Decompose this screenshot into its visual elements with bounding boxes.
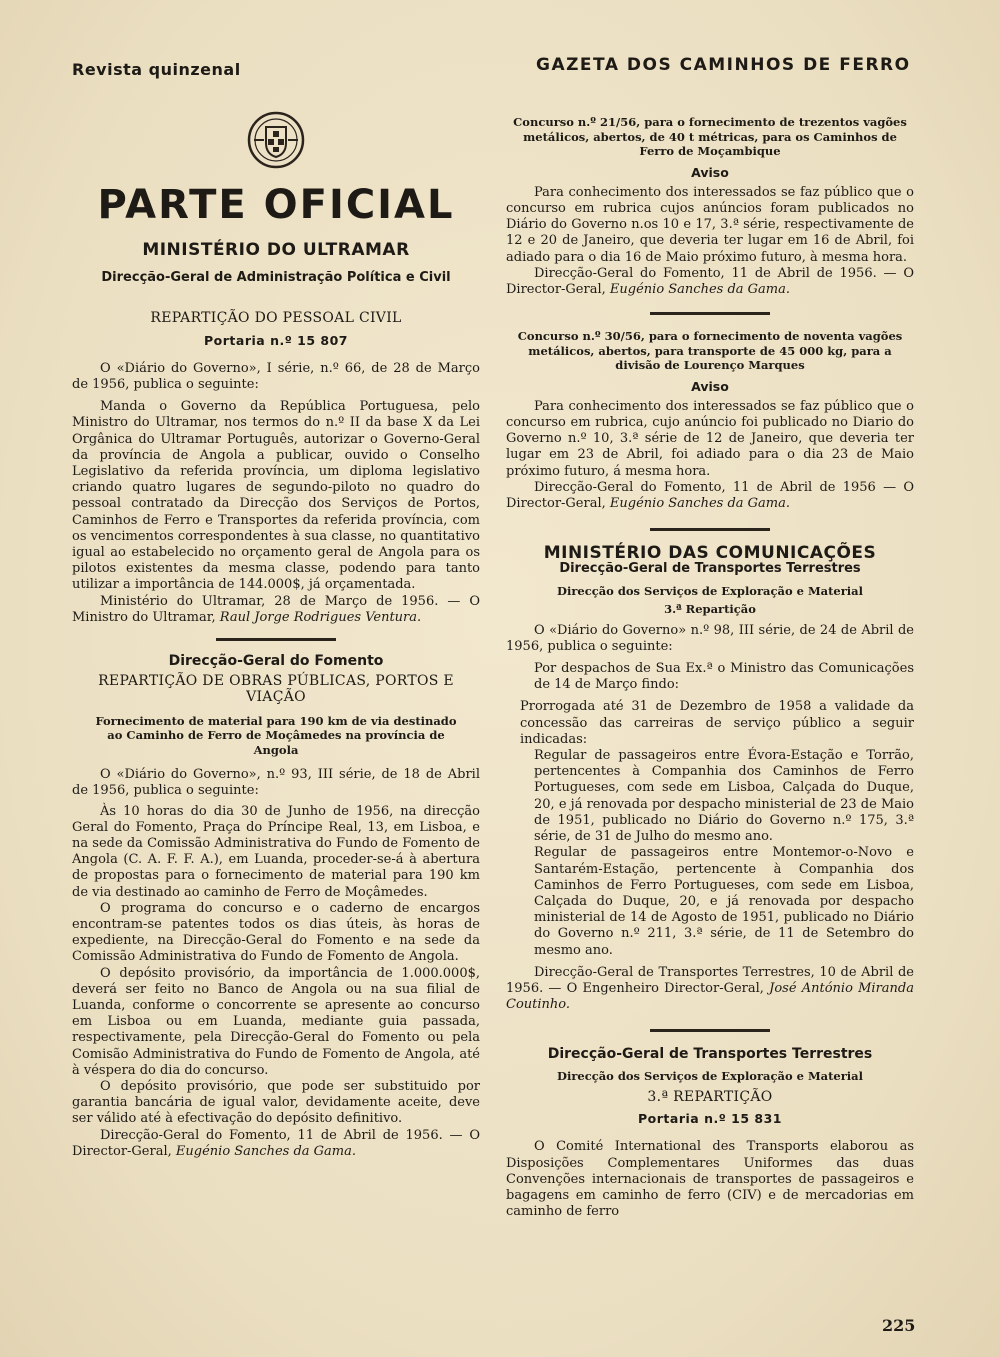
signature: Raul Jorge Rodrigues Ventura.	[219, 609, 422, 625]
list-item: Regular de passageiros entre Évora-Estação e Torrão, pertencentes à Companhia dos Caminhos de Ferro Portugueses, com sede em Lisboa, Calçada do Duque, 20, e já renovada por despacho ministerial de 23 de Maio de 1951, publicado no Diário do Governo n.º 175, 3.ª série, de 31 de Julho do mesmo ano.	[534, 748, 914, 845]
signature: José António Miranda Coutinho.	[506, 980, 914, 1013]
notice-heading: Concurso n.º 30/56, para o fornecimento de noventa vagões metálicos, abertos, para transporte de 45 000 kg, para a divisão de Lourenço Marques	[517, 329, 903, 373]
signature: Eugénio Sanches da Gama.	[609, 496, 791, 512]
coat-of-arms-emblem	[246, 110, 306, 170]
paragraph: Direcção-Geral do Fomento, 11 de Abril de 1956. — O Director-Geral, Eugénio Sanches da Gama.	[506, 265, 914, 297]
ministry-heading: MINISTÉRIO DO ULTRAMAR	[142, 240, 410, 260]
right-column	[506, 115, 914, 1220]
portaria-heading: Portaria n.º 15 807	[204, 332, 348, 348]
aviso-heading: Aviso	[691, 378, 729, 394]
dispatch-list	[506, 661, 914, 693]
list-item: Por despachos de Sua Ex.ª o Ministro das Comunicações de 14 de Março findo:	[534, 661, 914, 693]
department-heading: 3.ª REPARTIÇÃO	[647, 1089, 773, 1106]
divider	[650, 528, 770, 531]
page-number: 225	[882, 1316, 916, 1335]
paragraph: Direcção-Geral do Fomento, 11 de Abril de 1956. — O Director-Geral, Eugénio Sanches da Gama.	[72, 1127, 480, 1159]
ministry-heading: MINISTÉRIO DAS COMUNICAÇÕES	[543, 543, 877, 564]
paragraph: Direcção-Geral de Transportes Terrestres, 10 de Abril de 1956. — O Engenheiro Director-Geral, José António Miranda Coutinho.	[506, 964, 914, 1013]
divider	[650, 1029, 770, 1032]
directorate-heading: Direcção-Geral de Transportes Terrestres	[547, 1046, 873, 1063]
running-head-right: GAZETA DOS CAMINHOS DE FERRO	[536, 55, 911, 75]
paragraph: Para conhecimento dos interessados se faz público que o concurso em rubrica cujos anúncios foram publicados no Diário do Governo n.os 10 e 17, 3.ª série, respectivamente de 12 e 20 de Janeiro, que deveria ter lugar em 16 de Abril, foi adiado para o dia 16 de Maio próximo futuro, à mesma hora.	[506, 184, 914, 265]
paragraph: O depósito provisório, que pode ser substituido por garantia bancária de igual valor, devidamente aceite, deve ser válido até à efectivação do depósito definitivo.	[72, 1079, 480, 1127]
section-title: PARTE OFICIAL	[97, 182, 455, 228]
department-heading: 3.ª Repartição	[664, 602, 756, 617]
paragraph: O Comité International des Transports elaborou as Disposições Complementares Uniformes das duas Convenções internacionais de transportes de passageiros e bagagens em caminho de ferro (CIV) e de mercadorias em caminho de ferro	[506, 1139, 914, 1220]
service-heading: Direcção dos Serviços de Exploração e Material	[557, 583, 863, 598]
paragraph: Ministério do Ultramar, 28 de Março de 1956. — O Ministro do Ultramar, Raul Jorge Rodrigues Ventura.	[72, 593, 480, 625]
paragraph: O «Diário do Governo» n.º 98, III série, de 24 de Abril de 1956, publica o seguinte:	[506, 622, 914, 654]
notice-heading: Fornecimento de material para 190 km de via destinado ao Caminho de Ferro de Moçâmedes na província de Angola	[95, 713, 457, 757]
signature: Eugénio Sanches da Gama.	[609, 281, 791, 297]
department-heading: REPARTIÇÃO DO PESSOAL CIVIL	[150, 310, 402, 327]
service-heading: Direcção dos Serviços de Exploração e Material	[557, 1068, 863, 1083]
directorate-heading: Direcção-Geral de Administração Política e Civil	[101, 270, 451, 286]
paragraph: Manda o Governo da República Portuguesa, pelo Ministro do Ultramar, nos termos do n.º II da base X da Lei Orgânica do Ultramar Português, autorizar o Governo-Geral da província de Angola a publicar, ouvido o Conselho Legislativo da referida província, um diploma legislativo criando quatro lugares de segundo-piloto no quadro do pessoal contratado da Direcção dos Serviços de Portos, Caminhos de Ferro e Transportes da referida província, com os vencimentos correspondentes à sua classe, no quantitativo igual ao estabelecido no orçamento geral de Angola para os pilotos existentes da mesma classe, podendo para tanto utilizar a importância de 144.000$, já orçamentada.	[72, 399, 480, 593]
aviso-heading: Aviso	[691, 164, 729, 180]
running-head-left: Revista quinzenal	[72, 60, 241, 79]
divider	[216, 638, 336, 641]
signature: Eugénio Sanches da Gama.	[175, 1143, 357, 1159]
paragraph: O «Diário do Governo», n.º 93, III série, de 18 de Abril de 1956, publica o seguinte:	[72, 767, 480, 799]
notice-heading: Concurso n.º 21/56, para o fornecimento de trezentos vagões metálicos, abertos, de 40 t métricas, para os Caminhos de Ferro de Moçambique	[513, 115, 907, 158]
left-column	[72, 110, 480, 1160]
directorate-heading: Direcção-Geral de Transportes Terrestres	[559, 561, 861, 577]
divider	[650, 312, 770, 315]
paragraph: O depósito provisório, da importância de 1.000.000$, deverá ser feito no Banco de Angola ou na sua filial de Luanda, conforme o concorrente se apresente ao concurso em Lisboa ou em Luanda, mediante guia passada, respectivamente, pela Direcção-Geral do Fomento ou pela Comisão Administrativa do Fundo de Fomento de Angola, até à véspera do dia do concurso.	[72, 965, 480, 1078]
paragraph: Direcção-Geral do Fomento, 11 de Abril de 1956 — O Director-Geral, Eugénio Sanches da Gama.	[506, 479, 914, 512]
paragraph: O programa do concurso e o caderno de encargos encontram-se patentes todos os dias úteis, às horas de expediente, na Direcção-Geral do Fomento e na sede da Comissão Administrativa do Fundo de Fomento de Angola.	[72, 900, 480, 965]
paragraph: Prorrogada até 31 de Dezembro de 1958 a validade da concessão das carreiras de serviço público a seguir indicadas:	[520, 699, 914, 747]
route-list	[506, 748, 914, 959]
paragraph: Para conhecimento dos interessados se faz público que o concurso em rubrica, cujo anúncio foi publicado no Diario do Governo n.º 10, 3.ª série de 12 de Janeiro, que deveria ter lugar em 23 de Abril, foi adiado para o dia 23 de Maio próximo futuro, á mesma hora.	[506, 398, 914, 479]
portaria-heading: Portaria n.º 15 831	[638, 1111, 782, 1127]
paragraph: O «Diário do Governo», I série, n.º 66, de 28 de Março de 1956, publica o seguinte:	[72, 360, 480, 393]
list-item: Regular de passageiros entre Montemor-o-Novo e Santarém-Estação, pertencente à Companhia dos Caminhos de Ferro Portugueses, com sede em Lisboa, Calçada do Duque, 20, e já renovada por despacho ministerial de 14 de Agosto de 1951, publicado no Diário do Governo n.º 211, 3.ª série, de 11 de Setembro do mesmo ano.	[534, 845, 914, 958]
department-heading: REPARTIÇÃO DE OBRAS PÚBLICAS, PORTOS E VIAÇÃO	[98, 673, 454, 706]
directorate-heading: Direcção-Geral do Fomento	[168, 653, 384, 670]
paragraph: Às 10 horas do dia 30 de Junho de 1956, na direcção Geral do Fomento, Praça do Príncipe Real, 13, em Lisboa, e na sede da Comissão Administrativa do Fundo de Fomento de Angola (C. A. F. F. A.), em Luanda, proceder-se-á à abertura de propostas para o fornecimento de material para 190 km de via destinado ao caminho de Ferro de Moçâmedes.	[72, 803, 480, 900]
